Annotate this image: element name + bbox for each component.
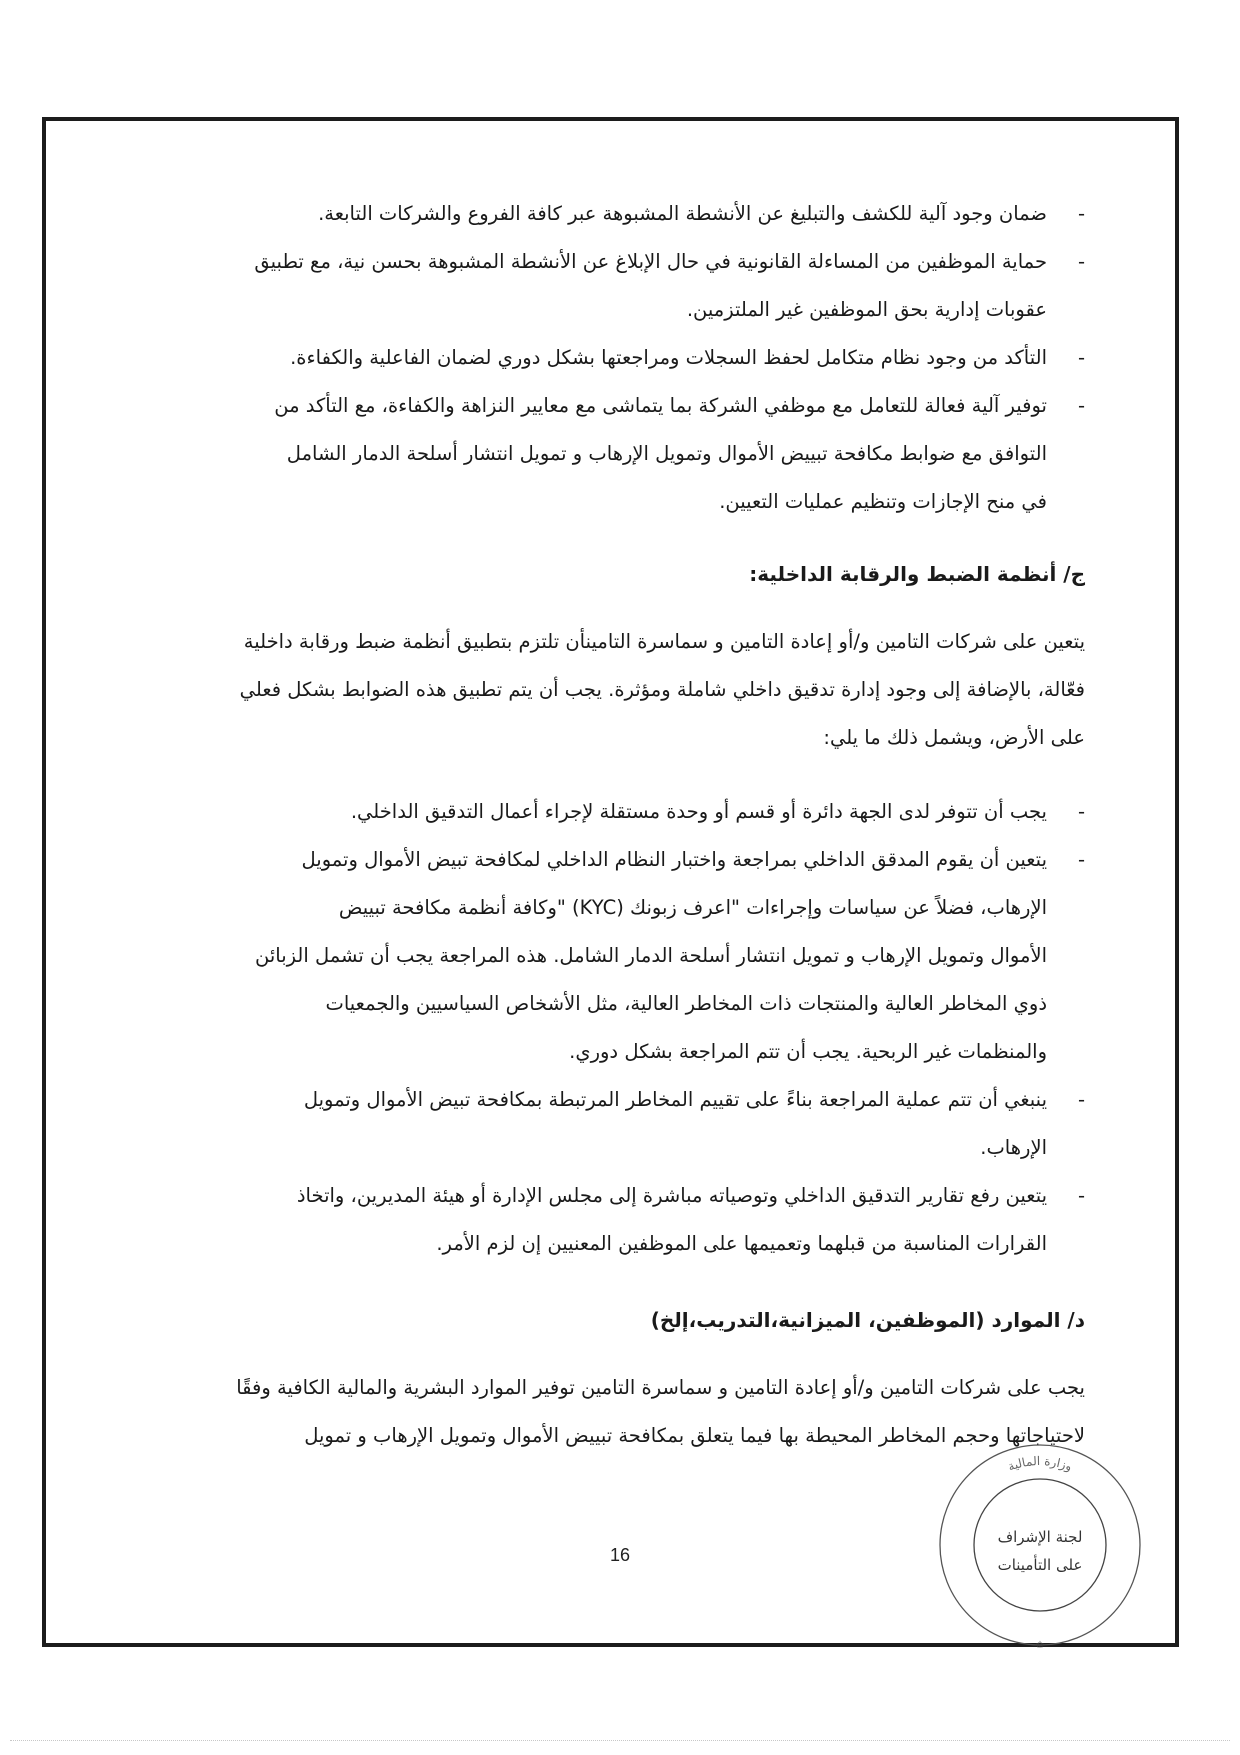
- bullet-line: ذوي المخاطر العالية والمنتجات ذات المخاطر العالية، مثل الأشخاص السياسيين والجمعيات: [325, 992, 1047, 1015]
- bullet-line: - التأكد من وجود نظام متكامل لحفظ السجلات ومراجعتها بشكل دوري لضمان الفاعلية والكفاءة.: [290, 346, 1047, 369]
- intro-bullet-list: [100, 190, 1085, 526]
- bullet-line: - توفير آلية فعالة للتعامل مع موظفي الشركة بما يتماشى مع معايير النزاهة والكفاءة، مع التأكد من: [274, 394, 1047, 417]
- bullet-line: الإرهاب، فضلاً عن سياسات وإجراءات "اعرف زبونك (KYC) "وكافة أنظمة مكافحة تبييض: [338, 896, 1047, 919]
- bullet-item: [100, 788, 1085, 836]
- bullet-line: - يتعين أن يقوم المدقق الداخلي بمراجعة واختبار النظام الداخلي لمكافحة تبيض الأموال وتمويل: [301, 848, 1047, 871]
- bullet-item: [100, 190, 1085, 238]
- paragraph-line: يجب على شركات التامين و/أو إعادة التامين و سماسرة التامين توفير الموارد البشرية والمالية الكافية وفقًا: [236, 1376, 1085, 1399]
- bullet-line: في منح الإجازات وتنظيم عمليات التعيين.: [719, 490, 1047, 513]
- bullet-line: - يجب أن تتوفر لدى الجهة دائرة أو قسم أو وحدة مستقلة لإجراء أعمال التدقيق الداخلي.: [350, 800, 1047, 823]
- bullet-item: [100, 1172, 1085, 1268]
- section-c-heading: ج/ أنظمة الضبط والرقابة الداخلية:: [749, 562, 1085, 586]
- bullet-line: التوافق مع ضوابط مكافحة تبييض الأموال وتمويل الإرهاب و تمويل انتشار أسلحة الدمار الشامل: [286, 442, 1047, 465]
- stamp-outer-text: وزارة المالية: [1005, 1453, 1075, 1474]
- paragraph-line: على الأرض، ويشمل ذلك ما يلي:: [823, 726, 1085, 749]
- bullet-item: [100, 836, 1085, 1076]
- bullet-line: - حماية الموظفين من المساءلة القانونية في حال الإبلاغ عن الأنشطة المشبوهة بحسن نية، مع تطبيق: [254, 250, 1047, 273]
- bullet-item: [100, 238, 1085, 334]
- stamp-star-icon: ✩: [1035, 1640, 1045, 1650]
- official-stamp: [935, 1440, 1145, 1650]
- paragraph-line: فعّالة، بالإضافة إلى وجود إدارة تدقيق داخلي شاملة ومؤثرة. يجب أن يتم تطبيق هذه الضوابط بشكل فعلي: [239, 678, 1085, 701]
- bullet-item: [100, 1076, 1085, 1172]
- scan-edge-line: [10, 1740, 1230, 1741]
- bullet-line: والمنظمات غير الربحية. يجب أن تتم المراجعة بشكل دوري.: [569, 1040, 1047, 1063]
- page-number: 16: [609, 1545, 631, 1565]
- bullet-line: القرارات المناسبة من قبلهما وتعميمها على الموظفين المعنيين إن لزم الأمر.: [436, 1232, 1047, 1255]
- paragraph-line: لاحتياجاتها وحجم المخاطر المحيطة بها فيما يتعلق بمكافحة تبييض الأموال وتمويل الإرهاب و تمويل: [304, 1424, 1085, 1447]
- bullet-line: الأموال وتمويل الإرهاب و تمويل انتشار أسلحة الدمار الشامل. هذه المراجعة يجب أن تشمل الزبائن: [255, 944, 1047, 967]
- bullet-line: - ينبغي أن تتم عملية المراجعة بناءً على تقييم المخاطر المرتبطة بمكافحة تبيض الأموال وتمويل: [303, 1088, 1047, 1111]
- stamp-inner-line-2: على التأمينات: [997, 1556, 1083, 1574]
- section-c-paragraph: [100, 618, 1085, 762]
- bullet-line: - يتعين رفع تقارير التدقيق الداخلي وتوصياته مباشرة إلى مجلس الإدارة أو هيئة المديرين، واتخاذ: [296, 1184, 1047, 1207]
- bullet-item: [100, 382, 1085, 526]
- bullet-item: [100, 334, 1085, 382]
- bullet-line: عقوبات إدارية بحق الموظفين غير الملتزمين.: [686, 298, 1047, 321]
- stamp-inner-line-1: لجنة الإشراف: [997, 1528, 1083, 1546]
- bullet-line: الإرهاب.: [980, 1136, 1047, 1159]
- section-c-bullet-list: [100, 788, 1085, 1268]
- section-d-heading: د/ الموارد (الموظفين، الميزانية،التدريب،إلخ): [650, 1308, 1085, 1332]
- paragraph-line: يتعين على شركات التامين و/أو إعادة التامين و سماسرة التامينأن تلتزم بتطبيق أنظمة ضبط ورقابة داخلية: [243, 630, 1085, 653]
- document-body: [100, 190, 1085, 1482]
- bullet-line: - ضمان وجود آلية للكشف والتبليغ عن الأنشطة المشبوهة عبر كافة الفروع والشركات التابعة.: [318, 202, 1047, 225]
